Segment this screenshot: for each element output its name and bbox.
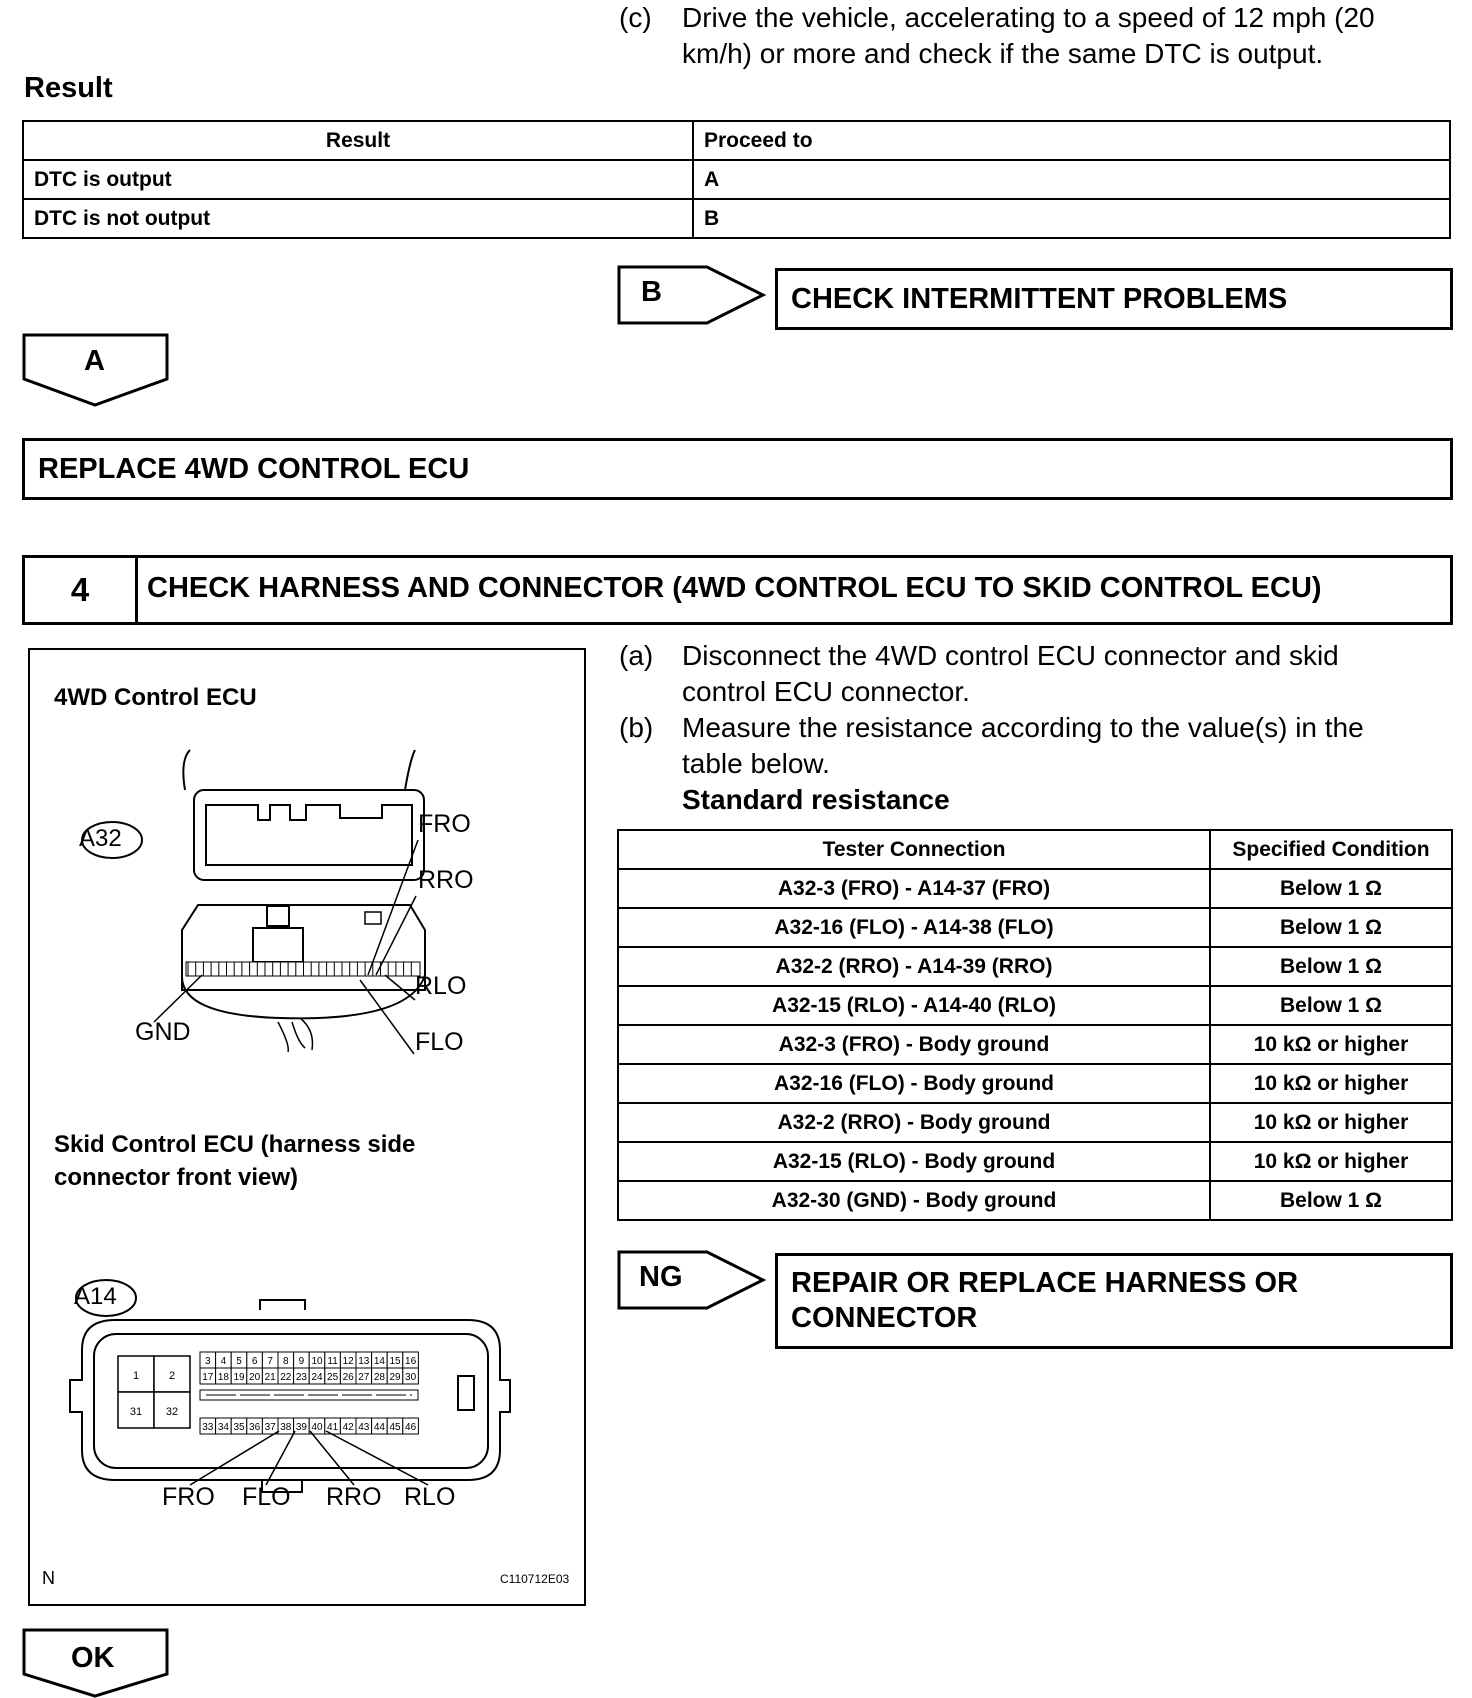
ecu2-title-line1: Skid Control ECU (harness side [54, 1131, 416, 1158]
a14-pin-number: 5 [236, 1356, 242, 1367]
condition-cell: Below 1 Ω [1210, 986, 1452, 1025]
step-a-letter: (a) [619, 640, 654, 671]
diagram-footer-right: C110712E03 [500, 1572, 570, 1586]
a32-pin-rlo: RLO [415, 972, 467, 1000]
a14-pin-number: 26 [342, 1372, 354, 1383]
table-row [618, 1103, 1452, 1142]
flow-b-tag-label: B [641, 276, 662, 308]
step-b-line1: Measure the resistance according to the value(s) in the [682, 712, 1364, 743]
a14-pin-number: 4 [220, 1356, 227, 1367]
tester-connection-cell: A32-2 (RRO) - A14-39 (RRO) [618, 947, 1210, 986]
a14-pin-number: 43 [358, 1422, 370, 1433]
a14-pin-number: 28 [373, 1372, 385, 1383]
a14-pin-number: 14 [373, 1356, 385, 1367]
table-row [618, 1181, 1452, 1220]
a14-pin-number: 18 [217, 1372, 229, 1383]
condition-cell: Below 1 Ω [1210, 869, 1452, 908]
standard-resistance-heading: Standard resistance [682, 784, 950, 815]
step-c-line1: Drive the vehicle, accelerating to a speed of 12 mph (20 [682, 2, 1375, 33]
ecu1-title: 4WD Control ECU [54, 684, 257, 711]
a14-pin-number: 3 [205, 1356, 211, 1367]
flow-b-action-box [775, 268, 1453, 330]
a14-pin-number: 25 [327, 1372, 339, 1383]
flow-ok-tag-label: OK [71, 1642, 115, 1674]
a14-pin-number: 46 [405, 1422, 417, 1433]
table-row [618, 908, 1452, 947]
a14-badge-label: A14 [74, 1283, 117, 1310]
condition-cell: 10 kΩ or higher [1210, 1025, 1452, 1064]
result-cell: DTC is output [23, 160, 693, 199]
tester-connection-cell: A32-2 (RRO) - Body ground [618, 1103, 1210, 1142]
a14-pin-number: 12 [342, 1356, 354, 1367]
condition-cell: 10 kΩ or higher [1210, 1064, 1452, 1103]
resistance-table [617, 829, 1453, 1221]
a14-pin-number: 38 [280, 1422, 292, 1433]
flow-a-action-box [22, 438, 1453, 500]
flow-a-tag-label: A [84, 345, 105, 377]
section4-header [22, 555, 1453, 625]
a14-pin-number: 30 [405, 1372, 417, 1383]
a14-pin-number: 34 [217, 1422, 229, 1433]
table-row [618, 947, 1452, 986]
flow-ng-action-line1: REPAIR OR REPLACE HARNESS OR [791, 1267, 1299, 1299]
tester-connection-cell: A32-3 (FRO) - A14-37 (FRO) [618, 869, 1210, 908]
table-row [618, 986, 1452, 1025]
a14-pin-number: 8 [283, 1356, 289, 1367]
step-a-line1: Disconnect the 4WD control ECU connector and skid [682, 640, 1339, 671]
flow-ng-action-line2: CONNECTOR [791, 1302, 978, 1334]
tester-connection-cell: A32-16 (FLO) - Body ground [618, 1064, 1210, 1103]
a14-pin-number: 27 [358, 1372, 370, 1383]
a14-pin-number: 11 [327, 1356, 338, 1367]
a14-pin-number: 17 [202, 1372, 214, 1383]
a14-pin-number: 35 [233, 1422, 245, 1433]
table-row [618, 1025, 1452, 1064]
flow-a-action-label: REPLACE 4WD CONTROL ECU [38, 452, 470, 485]
a14-pin-number: 39 [295, 1422, 307, 1433]
a32-pin-fro: FRO [418, 810, 471, 838]
a14-pin-number: 37 [264, 1422, 276, 1433]
tester-connection-cell: A32-16 (FLO) - A14-38 (FLO) [618, 908, 1210, 947]
tester-connection-cell: A32-15 (RLO) - Body ground [618, 1142, 1210, 1181]
a14-pin-number: 6 [251, 1356, 258, 1367]
condition-cell: Below 1 Ω [1210, 947, 1452, 986]
a32-housing-top [194, 790, 424, 880]
result-heading: Result [24, 72, 113, 104]
flow-b-action-label: CHECK INTERMITTENT PROBLEMS [791, 282, 1288, 315]
table-row [23, 160, 1450, 199]
a14-pin-fro: FRO [162, 1483, 215, 1511]
header-result: Result [23, 121, 693, 160]
result-table [22, 120, 1451, 239]
condition-cell: Below 1 Ω [1210, 1181, 1452, 1220]
table-row [618, 869, 1452, 908]
result-cell: DTC is not output [23, 199, 693, 238]
table-row [618, 1142, 1452, 1181]
a14-pin-number: 40 [311, 1422, 323, 1433]
a14-pin-number: 21 [264, 1372, 276, 1383]
flow-ng-tag-label: NG [639, 1261, 683, 1293]
condition-cell: 10 kΩ or higher [1210, 1103, 1452, 1142]
a14-pin-number: 33 [202, 1422, 214, 1433]
step-c-letter: (c) [619, 2, 652, 33]
header-proceed-to: Proceed to [693, 121, 1450, 160]
a14-pin-number: 24 [311, 1372, 323, 1383]
flow-ng-action-box [775, 1253, 1453, 1349]
a14-pin-number: 41 [327, 1422, 339, 1433]
connector-diagram [28, 648, 586, 1606]
a14-pin-number: 29 [389, 1372, 401, 1383]
a14-pin-number: 42 [342, 1422, 354, 1433]
header-tester-connection: Tester Connection [618, 830, 1210, 869]
step-b-letter: (b) [619, 712, 654, 743]
a14-pin-number: 36 [249, 1422, 261, 1433]
a14-pin-number: 15 [389, 1356, 401, 1367]
proceed-cell: B [693, 199, 1450, 238]
tester-connection-cell: A32-15 (RLO) - A14-40 (RLO) [618, 986, 1210, 1025]
a14-pin-number: 9 [298, 1356, 305, 1367]
a32-pin-rro: RRO [418, 866, 474, 894]
condition-cell: 10 kΩ or higher [1210, 1142, 1452, 1181]
a14-block-pin-number: 1 [132, 1370, 140, 1382]
a14-block-pin-number: 31 [129, 1406, 143, 1418]
header-specified-condition: Specified Condition [1210, 830, 1452, 869]
a14-pin-number: 44 [373, 1422, 385, 1433]
a14-pin-number: 13 [358, 1356, 370, 1367]
table-row [618, 1064, 1452, 1103]
a14-pin-number: 19 [233, 1372, 245, 1383]
a14-pin-number: 16 [405, 1356, 417, 1367]
a14-pin-number: 23 [295, 1372, 307, 1383]
a32-pin-flo: FLO [415, 1028, 464, 1056]
a14-pin-number: 22 [280, 1372, 292, 1383]
section4-title: CHECK HARNESS AND CONNECTOR (4WD CONTROL ECU TO SKID CONTROL ECU) [147, 572, 1322, 604]
a14-pin-rlo: RLO [404, 1483, 456, 1511]
step-b-line2: table below. [682, 748, 830, 779]
a32-badge-label: A32 [79, 825, 122, 852]
condition-cell: Below 1 Ω [1210, 908, 1452, 947]
a14-pin-number: 45 [389, 1422, 401, 1433]
a14-pin-rro: RRO [326, 1483, 382, 1511]
a14-pin-flo: FLO [242, 1483, 291, 1511]
step-c-line2: km/h) or more and check if the same DTC is output. [682, 38, 1324, 69]
a14-block-pin-number: 2 [168, 1370, 176, 1382]
tester-connection-cell: A32-30 (GND) - Body ground [618, 1181, 1210, 1220]
a14-pin-number: 7 [267, 1356, 273, 1367]
step-a-line2: control ECU connector. [682, 676, 970, 707]
section4-number: 4 [25, 558, 138, 622]
a14-pin-number: 20 [249, 1372, 261, 1383]
table-header-row [23, 121, 1450, 160]
tester-connection-cell: A32-3 (FRO) - Body ground [618, 1025, 1210, 1064]
table-header-row [618, 830, 1452, 869]
diagram-footer-left: N [42, 1568, 55, 1588]
flow-b-arrow-tag [617, 265, 767, 325]
a32-pin-gnd: GND [135, 1018, 191, 1046]
a14-pin-number: 10 [311, 1356, 323, 1367]
a14-block-pin-number: 32 [165, 1406, 179, 1418]
table-row [23, 199, 1450, 238]
proceed-cell: A [693, 160, 1450, 199]
ecu2-title-line2: connector front view) [54, 1164, 299, 1191]
